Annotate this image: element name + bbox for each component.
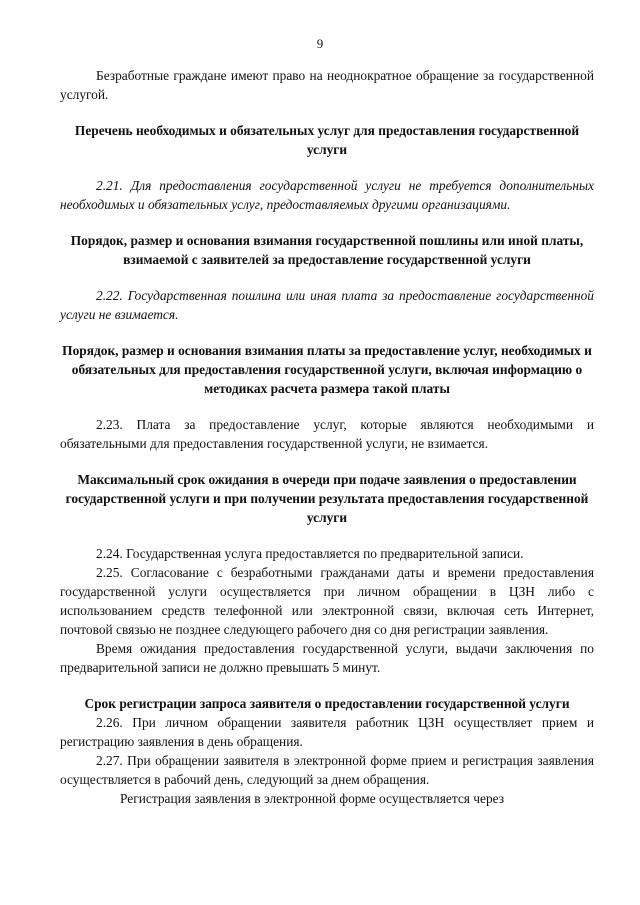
- paragraph-2-21: 2.21. Для предоставления государственной услуги не требуется дополнительных необходимых и обязательных услуг, предоставляемых другими организациями.: [60, 178, 594, 212]
- paragraph-2-26: 2.26. При личном обращении заявителя работник ЦЗН осуществляет прием и регистрацию заявления в день обращения.: [60, 715, 594, 749]
- paragraph-2-25: 2.25. Согласование с безработными гражданами даты и времени предоставления государственной услуги осуществляется при личном обращении в ЦЗН либо с использованием средств телефонной или электронной связи, включая сеть Интернет, почтовой связью не позднее следующего рабочего дня со дня регистрации заявления.: [60, 565, 594, 637]
- heading-state-fee: Порядок, размер и основания взимания государственной пошлины или иной платы, взимаемой с заявителей за предоставление государственной услуги: [70, 233, 584, 267]
- paragraph-unemployed-right: Безработные граждане имеют право на неоднократное обращение за государственной услугой.: [60, 68, 594, 102]
- paragraph-2-22: 2.22. Государственная пошлина или иная плата за предоставление государственной услуги не взимается.: [60, 288, 594, 322]
- heading-queue-wait: Максимальный срок ожидания в очереди при подаче заявления о предоставлении государственной услуги и при получении результата предоставления государственной услуги: [65, 472, 589, 525]
- paragraph-2-24: 2.24. Государственная услуга предоставляется по предварительной записи.: [96, 546, 524, 561]
- heading-service-payment: Порядок, размер и основания взимания платы за предоставление услуг, необходимых и обязательных для предоставления государственной услуги, включая информацию о методиках расчета размера такой платы: [62, 343, 592, 396]
- heading-registration-term: Срок регистрации запроса заявителя о предоставлении государственной услуги: [84, 696, 570, 711]
- page-number: 9: [316, 36, 324, 51]
- paragraph-2-27: 2.27. При обращении заявителя в электронной форме прием и регистрация заявления осуществляется в рабочий день, следующий за днем обращения.: [60, 753, 594, 787]
- document-body: [60, 66, 594, 808]
- heading-required-services: Перечень необходимых и обязательных услуг для предоставления государственной услуги: [74, 123, 580, 157]
- paragraph-wait-time: Время ожидания предоставления государственной услуги, выдачи заключения по предварительной записи не должно превышать 5 минут.: [60, 641, 594, 675]
- paragraph-2-23: 2.23. Плата за предоставление услуг, которые являются необходимыми и обязательными для предоставления государственной услуги, не взимается.: [60, 417, 594, 451]
- paragraph-electronic-registration: Регистрация заявления в электронной форме осуществляется через: [120, 791, 505, 806]
